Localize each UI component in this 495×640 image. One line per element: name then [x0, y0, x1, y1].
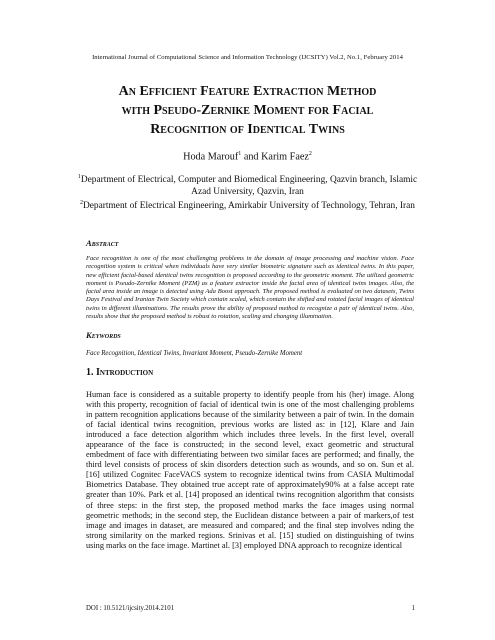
abstract-text: Face recognition is one of the most challenging problems in the domain of image processing and machine vision. Face recognition system is critical when individuals have very similar biometric signature such as identical twins. In this paper, new efficient facial-based identical twins recognition is proposed according to the geometric moment. The utilized geometric moment is Pseudo-Zernike Moment (PZM) as a feature extractor inside the facial area of identical twins images. Also, the facial area inside an image is detected using Ada Boost approach. The proposed method is evaluated on two datasets, Twins Days Festival and Iranian Twin Society which contain scaled, which contain the shifted and rotated facial images of identical twins in different illuminations. The results prove the ability of proposed method to recognize a pair of identical twins. Also, results show that the proposed method is robust to rotation, scaling and changing illumination. [86, 255, 414, 321]
author-affiliation-mark: 1 [238, 151, 242, 157]
abstract-heading: Abstract [86, 238, 119, 248]
authors [0, 151, 495, 162]
affiliation-mark: 2 [80, 200, 83, 207]
affiliation [70, 198, 425, 213]
author-name: Hoda Marouf [183, 151, 239, 163]
title-line: with Pseudo-Zernike Moment for Facial [121, 103, 374, 118]
journal-header: International Journal of Computational Science and Information Technology (IJCSITY) Vol.2, No.1, February 2014 [92, 54, 403, 61]
affiliation [70, 172, 425, 198]
author-name: Karim Faez [261, 151, 309, 163]
keywords-text: Face Recognition, Identical Twins, Invariant Moment, Pseudo-Zernike Moment [86, 350, 303, 357]
author-affiliation-mark: 2 [308, 151, 312, 157]
affiliation-text: Department of Electrical Engineering, Amirkabir University of Technology, Tehran, Iran [83, 201, 415, 212]
introduction-text: Human face is considered as a suitable property to identify people from his (her) image. Along with this property, recognition of facial of identical twin is one of the most challenging problems in pattern recognition applications because of the similarity between a pair of twin. In the domain of facial identical twins recognition, previous works are listed as: in [12], Klare and Jain introduced a face detection algorithm which includes three levels. In the first level, overall appearance of the face is constructed; in the second level, exact geometric and structural embedment of face with differentiating between two similar faces are performed; and finally, the third level consists of process of skin disorders detection such as wounds, and so on. Sun et al. [16] utilized Cognitec FaceVACS system to recognize identical twins from CASIA Multimodal Biometrics Database. They obtained true accept rate of approximately90% at a false accept rate greater than 10%. Park et al. [14] proposed an identical twins recognition algorithm that consists of three steps: in the first step, the proposed method marks the face images using normal geometric methods; in the second step, the Euclidean distance between a pair of markers,of test image and images in dataset, are measured and compared; and the final step involves nding the strong similarity on the marked regions. Srinivas et al. [15] studied on distinguishing of twins using marks on the face image. Martinet al. [3] employed DNA approach to recognize identical [86, 390, 414, 550]
keywords-heading: Keywords [86, 330, 121, 340]
affiliations [70, 172, 425, 213]
author-separator: and [241, 151, 262, 163]
affiliation-mark: 1 [77, 174, 81, 180]
footer-doi: DOI : 10.5121/ijcsity.2014.2101 [86, 605, 175, 612]
title-line: Recognition of Identical Twins [150, 122, 345, 137]
page-number: 1 [411, 605, 415, 612]
affiliation-text: Department of Electrical, Computer and Biomedical Engineering, Qazvin branch, Islamic Azad University, Qazvin, Iran [80, 175, 418, 197]
paper-title [40, 82, 455, 139]
title-line: An Efficient Feature Extraction Method [118, 84, 377, 99]
introduction-heading: 1. Introduction [86, 367, 154, 378]
